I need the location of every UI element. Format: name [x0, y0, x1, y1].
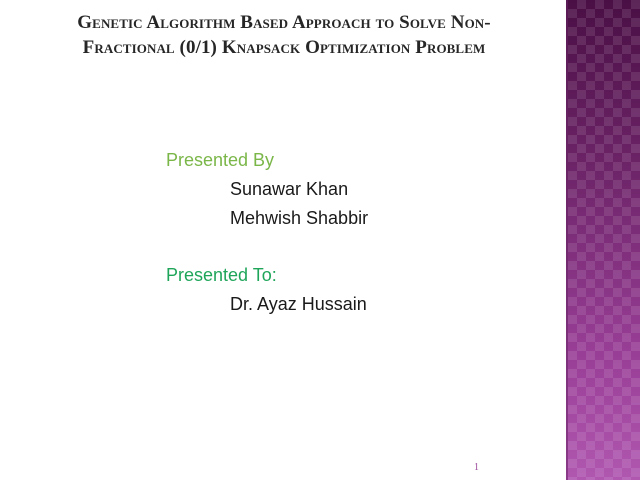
presenter-name: Mehwish Shabbir	[230, 208, 369, 228]
side-decorative-band	[568, 0, 640, 480]
spacer	[166, 233, 368, 261]
page-number: 1	[474, 462, 479, 473]
slide-title	[14, 10, 554, 60]
slide-title-line-1: Genetic Algorithm Based Approach to Solve Non-	[77, 12, 491, 33]
slide-body	[166, 146, 368, 319]
presented-by-label: Presented By	[166, 150, 275, 170]
presented-to-label: Presented To:	[166, 265, 277, 285]
recipient-name: Dr. Ayaz Hussain	[230, 294, 367, 314]
slide-title-line-2: Fractional (0/1) Knapsack Optimization Problem	[82, 37, 486, 58]
presenter-name: Sunawar Khan	[230, 179, 349, 199]
